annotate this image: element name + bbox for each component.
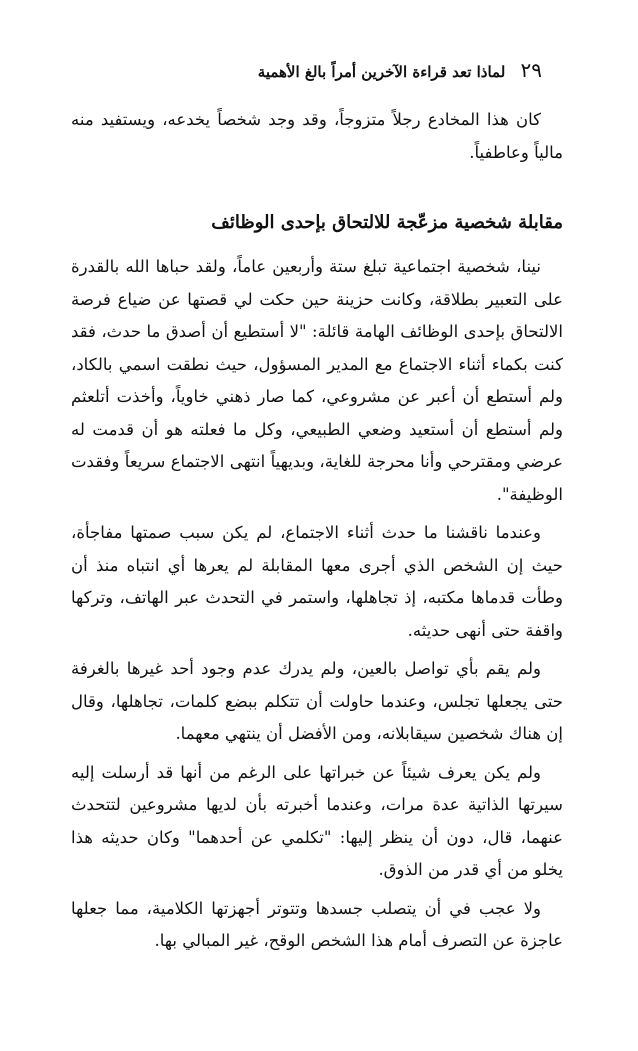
paragraph: وعندما ناقشنا ما حدث أثناء الاجتماع، لم يكن سبب صمتها مفاجأة، حيث إن الشخص الذي أجرى معها المقابلة لم يعرها أي انتباه منذ أن وطأت قدماها مكتبه، إذ تجاهلها، واستمر في التحدث عبر الهاتف، وتركها واقفة حتى أنهى حديثه. <box>71 523 563 640</box>
paragraph: كان هذا المخادع رجلاً متزوجاً، وقد وجد شخصاً يخدعه، ويستفيد منه مالياً وعاطفياً. <box>71 110 563 162</box>
page-body <box>71 104 563 964</box>
page-number: ٢٩ <box>520 58 542 82</box>
section-heading: مقابلة شخصية مزعّجة للالتحاق بإحدى الوظائف <box>211 212 563 233</box>
paragraph: ولم يقم بأي تواصل بالعين، ولم يدرك عدم وجود أحد غيرها بالغرفة حتى يجعلها تجلس، وعندما حاولت أن تتكلم ببضع كلمات، تجاهلها، وقال إن هناك شخصين سيقابلانه، ومن الأفضل أن ينتهي معهما. <box>71 659 563 743</box>
paragraph: ولم يكن يعرف شيئاً عن خبراتها على الرغم من أنها قد أرسلت إليه سيرتها الذاتية عدة مرات، وعندما أخبرته بأن لديها مشروعين لتتحدث عنهما، قال، دون أن ينظر إليها: "تكلمي عن أحدهما" وكان حديثه هذا يخلو من أي قدر من الذوق. <box>71 762 563 879</box>
running-title: لماذا تعد قراءة الآخرين أمراً بالغ الأهمية <box>257 63 506 81</box>
paragraph: ولا عجب في أن يتصلب جسدها وتتوتر أجهزتها الكلامية، مما جعلها عاجزة عن التصرف أمام هذا الشخص الوقح، غير المبالي بها. <box>71 898 563 950</box>
paragraph: نينا، شخصية اجتماعية تبلغ ستة وأربعين عاماً، ولقد حباها الله بالقدرة على التعبير بطلاقة، وكانت حزينة حين حكت لي قصتها عن ضياع فرصة الالتحاق بإحدى الوظائف الهامة قائلة: "لا أستطيع أن أصدق ما حدث، فقد كنت بكماء أثناء الاجتماع مع المدير المسؤول، حيث نطقت اسمي بالكاد، ولم أستطع أن أعبر عن مشروعي، كما صار ذهني خاوياً، وأخذت أتلعثم ولم أستطع أن أستعيد وضعي الطبيعي، وكل ما فعلته هو أن قدمت له عرضي ومقترحي وأنا محرجة للغاية، وبديهياً انتهى الاجتماع سريعاً وفقدت الوظيفة". <box>71 257 563 504</box>
running-header <box>96 58 542 82</box>
